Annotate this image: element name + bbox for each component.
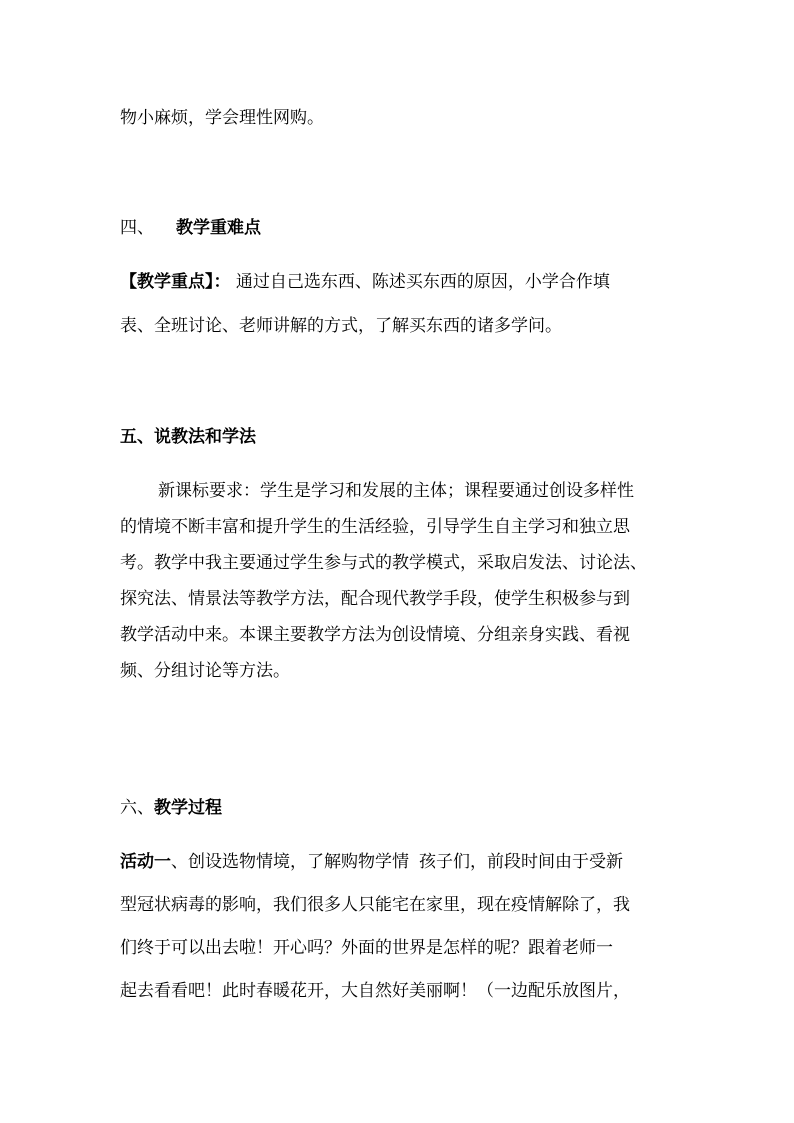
continued-text-line: 物小麻烦，学会理性网购。 bbox=[120, 108, 324, 128]
activity-title: 、创设选物情境，了解购物学情 bbox=[171, 852, 409, 872]
section-6-heading bbox=[120, 796, 222, 820]
paragraph-line: 考。教学中我主要通过学生参与式的教学模式，采取启发法、讨论法、 bbox=[120, 553, 647, 573]
paragraph-line: 教学活动中来。本课主要教学方法为创设情境、分组亲身实践、看视 bbox=[120, 625, 630, 645]
paragraph-line: 的情境不断丰富和提升学生的生活经验，引导学生自主学习和独立思 bbox=[120, 517, 630, 537]
key-points-line-2: 表、全班讨论、老师讲解的方式，了解买东西的诸多学问。 bbox=[120, 316, 562, 336]
section-title: 教学重难点 bbox=[176, 218, 261, 238]
activity-text: 孩子们，前段时间由于受新 bbox=[419, 852, 623, 872]
paragraph-line: 频、分组讨论等方法。 bbox=[120, 661, 290, 681]
paragraph-line: 新课标要求：学生是学习和发展的主体；课程要通过创设多样性 bbox=[158, 481, 634, 501]
paragraph-line: 起去看看吧！此时春暖花开，大自然好美丽啊！（一边配乐放图片， bbox=[120, 981, 630, 1001]
paragraph-line: 型冠状病毒的影响，我们很多人只能宅在家里，现在疫情解除了，我 bbox=[120, 895, 630, 915]
key-points-text: 通过自己选东西、陈述买东西的原因，小学合作填 bbox=[230, 272, 610, 292]
section-4-heading bbox=[120, 216, 261, 240]
key-points-line-1 bbox=[120, 270, 610, 294]
key-points-label: 【教学重点】： bbox=[120, 272, 231, 292]
section-title: 教学过程 bbox=[154, 798, 222, 818]
section-5-heading: 五、说教法和学法 bbox=[120, 427, 256, 447]
section-number: 四、 bbox=[120, 218, 154, 238]
paragraph-line: 们终于可以出去啦！开心吗？外面的世界是怎样的呢？跟着老师一 bbox=[120, 938, 613, 958]
activity-line bbox=[120, 850, 623, 874]
activity-label: 活动一 bbox=[120, 852, 171, 872]
section-number: 六、 bbox=[120, 798, 154, 818]
paragraph-line: 探究法、情景法等教学方法，配合现代教学手段，使学生积极参与到 bbox=[120, 589, 630, 609]
